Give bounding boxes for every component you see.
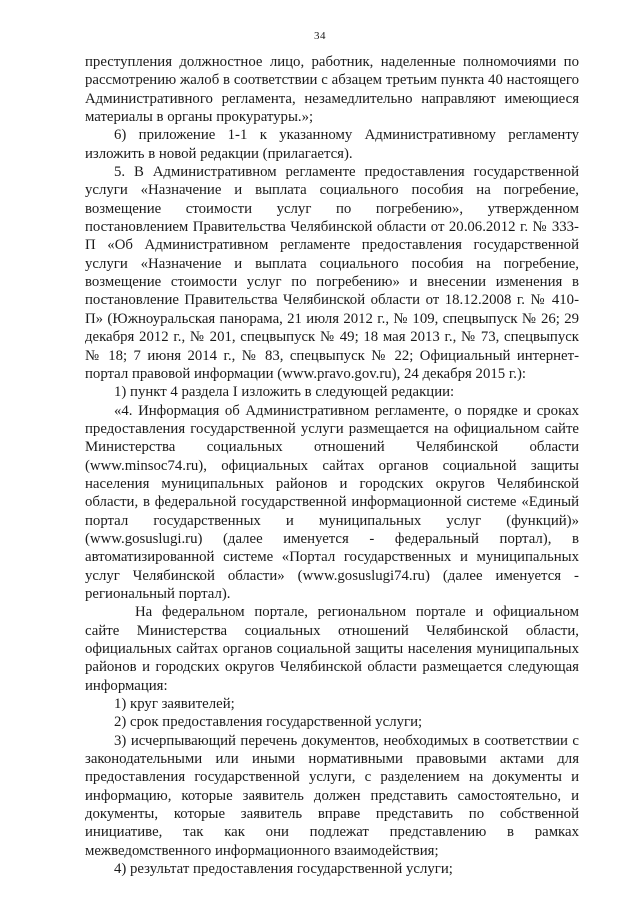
page-number: 34 bbox=[314, 30, 326, 42]
paragraph: «4. Информация об Административном регламенте, о порядке и сроках предоставления государственной услуги размещается на официальном сайте Министерства социальных отношений Челябинской области (www.minsoc74.ru), официальных сайтах органов социальной защиты населения муниципальных районов и городских округов Челябинской области, в федеральной государственной информационной системе «Единый портал государственных и муниципальных услуг (функций)» (www.gosuslugi.ru) (далее именуется - федеральный портал), в автоматизированной системе «Портал государственных и муниципальных услуг Челябинской области» (www.gosuslugi74.ru) (далее именуется - региональный портал). bbox=[85, 402, 579, 602]
paragraph: 2) срок предоставления государственной услуги; bbox=[114, 714, 423, 731]
document-body bbox=[85, 53, 579, 878]
paragraph: преступления должностное лицо, работник, наделенные полномочиями по рассмотрению жалоб в соответствии с абзацем третьим пункта 40 настоящего Административного регламента, незамедлительно направляют имеющиеся материалы в органы прокуратуры.»; bbox=[85, 54, 579, 126]
paragraph: 3) исчерпывающий перечень документов, необходимых в соответствии с законодательными или иными нормативными правовыми актами для предоставления государственной услуги, с разделением на документы и информацию, которые заявитель должен представить самостоятельно, и документы, которые заявитель вправе представить по собственной инициативе, так как они подлежат представлению в рамках межведомственного информационного взаимодействия; bbox=[85, 732, 579, 859]
paragraph: 5. В Административном регламенте предоставления государственной услуги «Назначение и выплата социального пособия на погребение, возмещение стоимости услуг по погребению», утвержденном постановлением Правительства Челябинской области от 20.06.2012 г. № 333-П «Об Административном регламенте предоставления государственной услуги «Назначение и выплата социального пособия на погребение, возмещение стоимости услуг по погребению» и внесении изменения в постановление Правительства Челябинской области от 18.12.2008 г. № 410-П» (Южноуральская панорама, 21 июля 2012 г., № 109, спецвыпуск № 26; 29 декабря 2012 г., № 201, спецвыпуск № 49; 18 мая 2013 г., № 73, спецвыпуск № 18; 7 июня 2014 г., № 83, спецвыпуск № 22; Официальный интернет-портал правовой информации (www.pravo.gov.ru), 24 декабря 2015 г.): bbox=[85, 164, 579, 382]
paragraph: 1) круг заявителей; bbox=[114, 696, 235, 713]
paragraph: 4) результат предоставления государственной услуги; bbox=[114, 861, 453, 878]
paragraph: 1) пункт 4 раздела I изложить в следующей редакции: bbox=[114, 384, 455, 401]
paragraph: 6) приложение 1-1 к указанному Административному регламенту изложить в новой редакции (прилагается). bbox=[85, 127, 579, 162]
paragraph: На федеральном портале, региональном портале и официальном сайте Министерства социальных отношений Челябинской области, официальных сайтах органов социальной защиты населения муниципальных районов и городских округов Челябинской области размещается следующая информация: bbox=[85, 604, 579, 694]
